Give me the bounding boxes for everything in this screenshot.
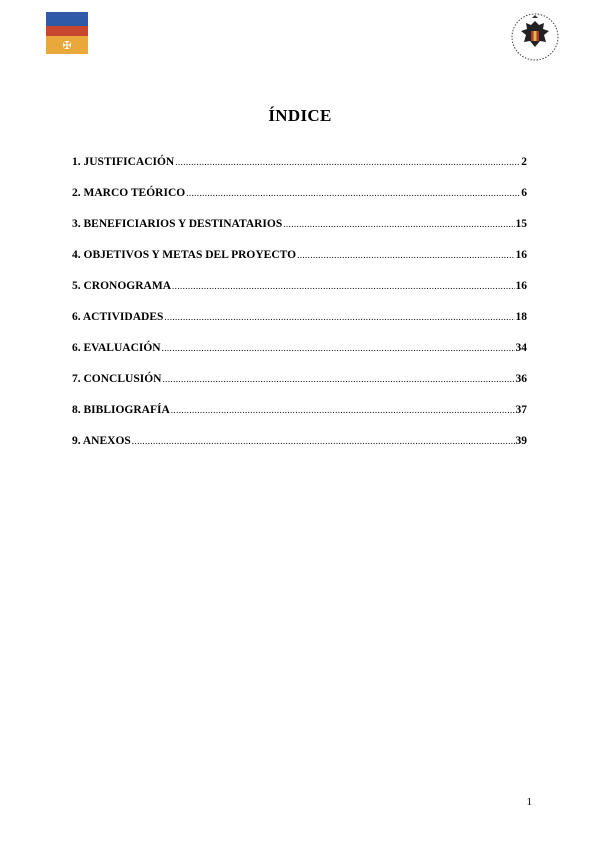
toc-entry-label: 5. CRONOGRAMA (72, 280, 172, 292)
toc-leader-dots (186, 188, 520, 198)
page-number: 1 (526, 796, 532, 808)
logo-band-top (46, 12, 88, 26)
toc-leader-dots (297, 250, 514, 260)
toc-entry[interactable] (72, 218, 527, 249)
university-crest-icon (510, 12, 560, 62)
toc-leader-dots (283, 219, 514, 229)
toc-leader-dots (171, 405, 515, 415)
toc-entry-label: 3. BENEFICIARIOS Y DESTINATARIOS (72, 218, 283, 230)
toc-entry-page: 15 (515, 218, 527, 230)
toc-entry[interactable] (72, 435, 527, 466)
toc-entry[interactable] (72, 373, 527, 404)
toc-entry-page: 2 (521, 156, 527, 168)
toc-entry[interactable] (72, 187, 527, 218)
toc-entry-page: 34 (515, 342, 527, 354)
toc-entry-page: 36 (515, 373, 527, 385)
left-logo (46, 12, 88, 54)
toc-leader-dots (162, 343, 515, 353)
toc-leader-dots (175, 157, 520, 167)
toc-entry-label: 6. EVALUACIÓN (72, 342, 161, 354)
toc-entry[interactable] (72, 280, 527, 311)
logo-band-middle (46, 26, 88, 36)
toc-leader-dots (162, 374, 514, 384)
toc-entry[interactable] (72, 342, 527, 373)
table-of-contents (72, 156, 527, 466)
toc-entry-label: 2. MARCO TEÓRICO (72, 187, 186, 199)
toc-entry-page: 39 (515, 435, 527, 447)
toc-entry-label: 7. CONCLUSIÓN (72, 373, 162, 385)
page-title: ÍNDICE (268, 106, 332, 125)
toc-entry[interactable] (72, 249, 527, 280)
toc-entry-label: 9. ANEXOS (72, 435, 131, 447)
toc-entry-label: 4. OBJETIVOS Y METAS DEL PROYECTO (72, 249, 297, 261)
toc-leader-dots (172, 281, 514, 291)
toc-entry-page: 6 (521, 187, 527, 199)
toc-leader-dots (164, 312, 514, 322)
toc-leader-dots (132, 436, 515, 446)
cross-icon: ✠ (62, 40, 72, 52)
toc-entry-page: 16 (515, 249, 527, 261)
toc-entry[interactable] (72, 311, 527, 342)
toc-entry-page: 18 (515, 311, 527, 323)
toc-entry-label: 8. BIBLIOGRAFÍA (72, 404, 170, 416)
toc-entry-page: 37 (515, 404, 527, 416)
toc-entry[interactable] (72, 404, 527, 435)
toc-entry[interactable] (72, 156, 527, 187)
toc-entry-label: 1. JUSTIFICACIÓN (72, 156, 175, 168)
toc-entry-label: 6. ACTIVIDADES (72, 311, 164, 323)
toc-entry-page: 16 (515, 280, 527, 292)
